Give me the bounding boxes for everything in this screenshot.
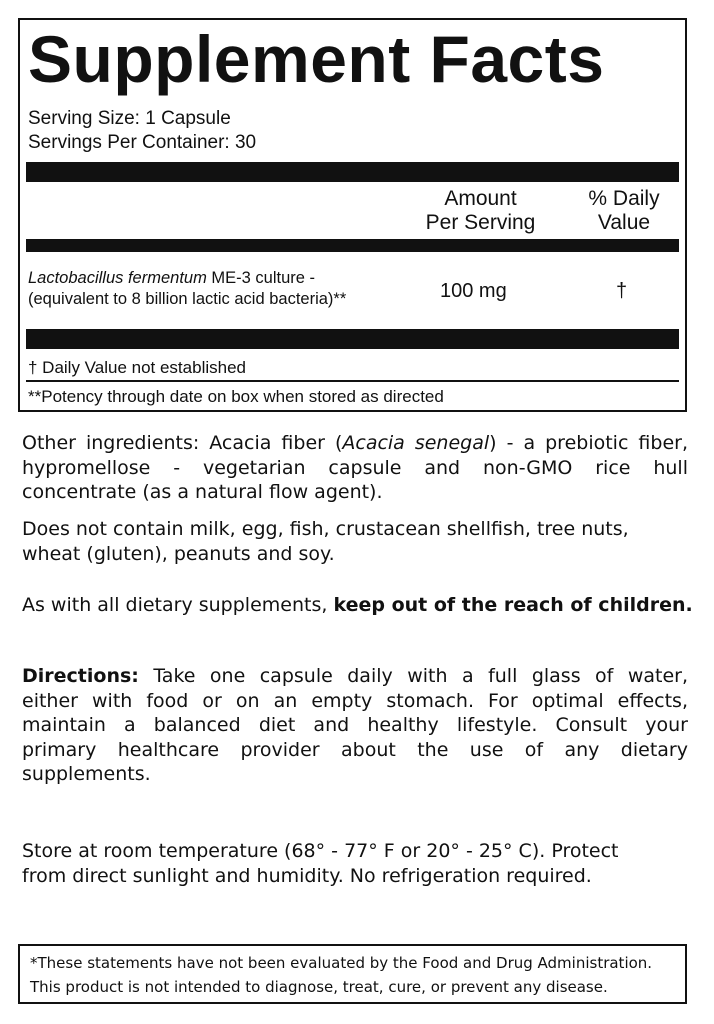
other-ingredients: Other ingredients: Acacia fiber (Acacia senegal) - a prebiotic fiber, hypromellose - vegetarian capsule and non-GMO rice hull concentrate (as a natural flow agent).	[22, 432, 688, 503]
panel-title: Supplement Facts	[28, 22, 605, 96]
ingredient-latin-name: Lactobacillus fermentum	[28, 269, 207, 287]
column-header-amount: Amount Per Serving	[425, 187, 536, 234]
ingredient-amount: 100 mg	[440, 280, 507, 302]
footnote-daily-value: † Daily Value not established	[28, 358, 246, 377]
thick-divider-header	[26, 239, 679, 252]
storage-instructions: Store at room temperature (68° - 77° F or 20° - 25° C). Protect from direct sunlight and humidity. No refrigeration required.	[22, 840, 619, 887]
thick-divider-top	[26, 162, 679, 182]
footnote-potency: **Potency through date on box when stored as directed	[28, 387, 444, 406]
ingredient-equivalent: (equivalent to 8 billion lactic acid bacteria)**	[28, 290, 347, 308]
thick-divider-bottom	[26, 329, 679, 349]
fda-disclaimer	[18, 944, 687, 1004]
allergen-statement: Does not contain milk, egg, fish, crustacean shellfish, tree nuts, wheat (gluten), peanuts and soy.	[22, 518, 629, 565]
column-header-daily-value: % Daily Value	[588, 187, 660, 234]
footnote-divider	[26, 380, 679, 382]
supplement-facts-panel	[18, 18, 687, 412]
servings-per-container: Servings Per Container: 30	[28, 132, 257, 153]
ingredient-daily-value: †	[616, 280, 628, 302]
directions: Directions: Take one capsule daily with a full glass of water, either with food or on an empty stomach. For optimal effects, maintain a balanced diet and healthy lifestyle. Consult your primary healthcare provider about the use of any dietary supplements.	[22, 665, 688, 785]
children-warning: As with all dietary supplements, keep out of the reach of children.	[22, 594, 693, 616]
disclaimer-line-1: *These statements have not been evaluated by the Food and Drug Administration.	[30, 954, 653, 972]
ingredient-name: Lactobacillus fermentum ME-3 culture - (equivalent to 8 billion lactic acid bacteria)**	[28, 269, 347, 308]
directions-label: Directions:	[22, 665, 139, 687]
disclaimer-line-2: This product is not intended to diagnose, treat, cure, or prevent any disease.	[30, 978, 608, 996]
serving-size: Serving Size: 1 Capsule	[28, 108, 231, 129]
